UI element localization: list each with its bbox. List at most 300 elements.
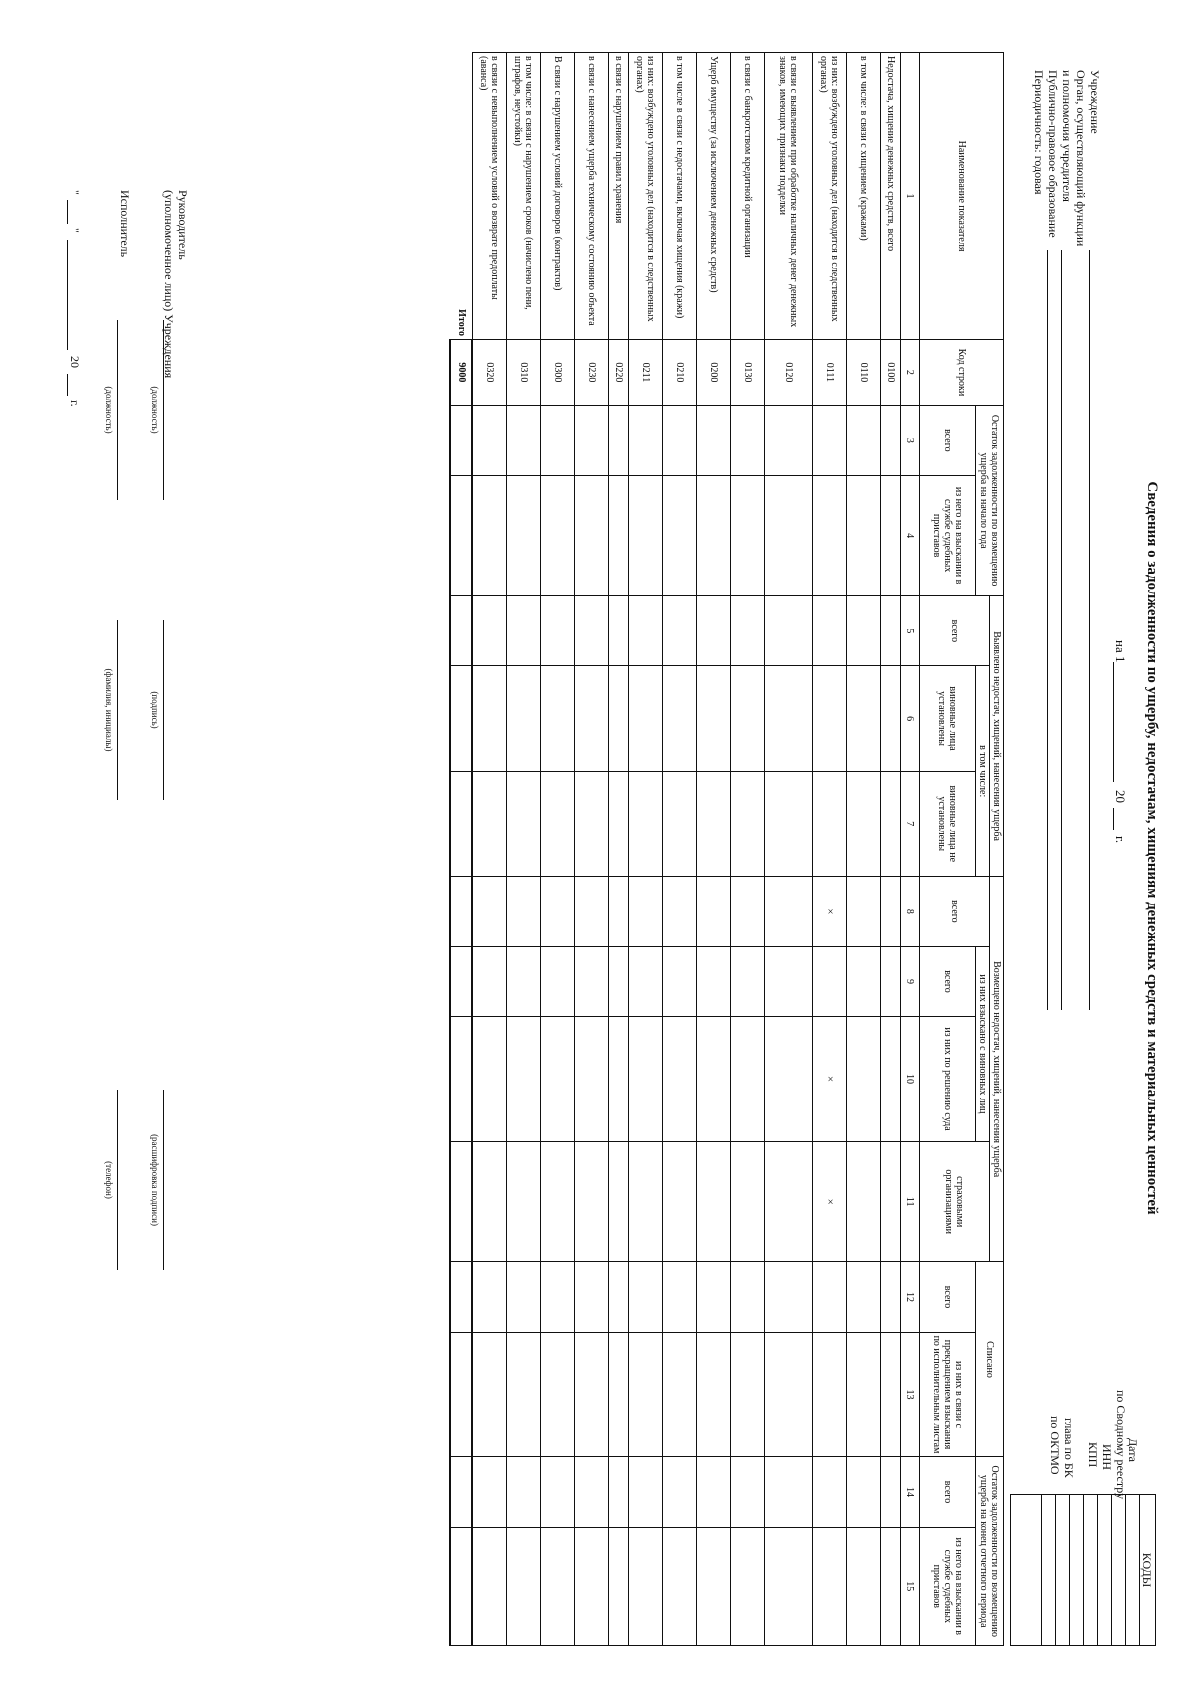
founder-field[interactable]	[1061, 250, 1062, 1010]
hdr-compensated-total: всего	[920, 876, 990, 946]
value-cell[interactable]	[575, 1527, 609, 1645]
value-cell[interactable]	[813, 596, 847, 666]
value-cell[interactable]	[575, 1141, 609, 1262]
value-cell[interactable]	[881, 946, 901, 1016]
value-cell[interactable]	[663, 1141, 697, 1262]
value-cell[interactable]	[663, 1017, 697, 1142]
value-cell[interactable]	[473, 666, 507, 771]
value-cell[interactable]	[629, 1262, 663, 1332]
row-code: 0100	[881, 340, 901, 406]
value-cell[interactable]	[629, 1457, 663, 1527]
date-year-prefix: 20	[1113, 790, 1128, 803]
column-number-cell: 8	[901, 876, 920, 946]
value-cell[interactable]	[731, 1332, 765, 1457]
value-cell[interactable]	[731, 946, 765, 1016]
codes-box	[1010, 1494, 1156, 1646]
row-name: Недостача, хищение денежных средств, всего	[881, 53, 901, 340]
year-blank[interactable]	[1113, 808, 1114, 830]
value-cell[interactable]	[813, 1332, 847, 1457]
row-code: 0111	[813, 340, 847, 406]
value-cell[interactable]	[629, 1141, 663, 1262]
value-cell[interactable]	[507, 946, 541, 1016]
total-value-cell[interactable]	[451, 1457, 473, 1527]
value-cell[interactable]	[881, 1527, 901, 1645]
codes-label-kpp: КПП	[1086, 1442, 1100, 1468]
codes-heading-cell	[1139, 1495, 1155, 1645]
table-row	[541, 53, 575, 1646]
total-value-cell[interactable]	[451, 1262, 473, 1332]
value-cell[interactable]	[507, 1017, 541, 1142]
hdr-identified: Выявлено недостач, хищений, нанесения ущерба	[990, 596, 1004, 876]
value-cell[interactable]	[731, 876, 765, 946]
value-cell[interactable]	[847, 405, 881, 475]
hdr-opening-bailiffs: из него на взыскании в службе судебных приставов	[920, 475, 976, 596]
value-cell[interactable]	[765, 475, 813, 596]
value-cell[interactable]	[697, 1262, 731, 1332]
value-cell[interactable]	[813, 1527, 847, 1645]
value-cell[interactable]	[473, 946, 507, 1016]
hdr-from-culprits: из них взыскано с виновных лиц	[976, 946, 990, 1141]
value-cell[interactable]	[731, 1262, 765, 1332]
value-cell[interactable]	[629, 596, 663, 666]
value-cell[interactable]	[575, 771, 609, 876]
value-cell[interactable]	[663, 666, 697, 771]
value-cell[interactable]	[881, 876, 901, 946]
value-cell[interactable]	[629, 946, 663, 1016]
value-cell[interactable]	[629, 475, 663, 596]
label-public-entity: Публично-правовое образование	[1046, 70, 1060, 238]
hdr-including: в том числе:	[976, 666, 990, 876]
sign-date-year-prefix: 20	[68, 356, 82, 368]
value-cell[interactable]	[847, 475, 881, 596]
value-cell[interactable]	[697, 946, 731, 1016]
value-cell[interactable]	[507, 1527, 541, 1645]
value-cell[interactable]	[629, 405, 663, 475]
value-cell[interactable]	[765, 1262, 813, 1332]
date-blank[interactable]	[1113, 662, 1114, 782]
codes-label-bk: глава по БК	[1062, 1418, 1076, 1478]
value-cell[interactable]	[609, 771, 629, 876]
value-cell[interactable]	[881, 1262, 901, 1332]
code-bk-cell[interactable]	[1055, 1495, 1070, 1645]
code-date-cell[interactable]	[1125, 1495, 1140, 1645]
value-cell[interactable]	[881, 1332, 901, 1457]
header-row-1	[990, 53, 1004, 1646]
column-number-cell: 4	[901, 475, 920, 596]
value-cell[interactable]	[541, 1262, 575, 1332]
value-cell[interactable]	[697, 596, 731, 666]
value-cell[interactable]	[765, 666, 813, 771]
value-cell[interactable]	[575, 405, 609, 475]
value-cell[interactable]	[629, 771, 663, 876]
value-cell[interactable]	[731, 405, 765, 475]
value-cell[interactable]	[881, 405, 901, 475]
value-cell[interactable]	[575, 666, 609, 771]
value-cell[interactable]	[507, 666, 541, 771]
value-cell[interactable]	[847, 771, 881, 876]
value-cell[interactable]	[473, 1262, 507, 1332]
value-cell[interactable]	[473, 1332, 507, 1457]
value-cell[interactable]	[609, 1457, 629, 1527]
value-cell[interactable]	[847, 1017, 881, 1142]
column-number-cell: 1	[901, 53, 920, 340]
executor-name-caption: (фамилия, инициалы)	[104, 668, 114, 752]
value-cell[interactable]	[609, 1527, 629, 1645]
row-name: В связи с нарушением условий договоров (контрактов)	[541, 53, 575, 340]
hdr-by-court: из них по решению суда	[920, 1017, 976, 1142]
value-cell[interactable]	[697, 1332, 731, 1457]
row-code: 0300	[541, 340, 575, 406]
value-cell[interactable]	[847, 1457, 881, 1527]
value-cell[interactable]	[609, 1262, 629, 1332]
column-number-cell: 6	[901, 666, 920, 771]
value-cell[interactable]	[731, 771, 765, 876]
hdr-termination: из них в связи с прекращением взыскания по исполнительным листам	[920, 1332, 976, 1457]
value-cell[interactable]	[541, 666, 575, 771]
hdr-code: Код строки	[920, 340, 1004, 406]
row-code: 0120	[765, 340, 813, 406]
value-cell[interactable]	[575, 1017, 609, 1142]
value-cell[interactable]	[629, 876, 663, 946]
value-cell[interactable]	[813, 1262, 847, 1332]
value-cell[interactable]	[697, 771, 731, 876]
value-cell[interactable]	[731, 666, 765, 771]
value-cell[interactable]	[847, 1527, 881, 1645]
value-cell[interactable]	[663, 1527, 697, 1645]
value-cell[interactable]	[663, 596, 697, 666]
row-code: 0220	[609, 340, 629, 406]
table-row	[575, 53, 609, 1646]
value-cell[interactable]	[629, 1332, 663, 1457]
value-cell[interactable]	[575, 946, 609, 1016]
row-name: Ущерб имуществу (за исключением денежных средств)	[697, 53, 731, 340]
codes-label-registry: по Сводному реестру	[1114, 1390, 1128, 1500]
day-line[interactable]	[67, 200, 68, 224]
value-cell[interactable]	[663, 946, 697, 1016]
codes-label-oktmo: по ОКТМО	[1048, 1416, 1062, 1475]
date-quote-open: "	[68, 190, 82, 195]
executor-name-line[interactable]	[117, 620, 118, 800]
value-cell[interactable]	[541, 475, 575, 596]
table-row	[847, 53, 881, 1646]
value-cell[interactable]	[541, 771, 575, 876]
value-cell[interactable]	[765, 1457, 813, 1527]
value-cell[interactable]	[541, 1457, 575, 1527]
code-registry-cell[interactable]	[1111, 1495, 1126, 1645]
row-code: 0110	[847, 340, 881, 406]
value-cell[interactable]	[847, 1332, 881, 1457]
value-cell[interactable]	[813, 666, 847, 771]
value-cell[interactable]	[575, 475, 609, 596]
executor-phone-line[interactable]	[117, 1090, 118, 1270]
label-founder-powers: и полномочия учредителя	[1060, 70, 1074, 202]
row-code: 0130	[731, 340, 765, 406]
column-number-cell: 14	[901, 1457, 920, 1527]
value-cell[interactable]	[507, 405, 541, 475]
total-row	[451, 53, 473, 1646]
table-row	[881, 53, 901, 1646]
value-cell[interactable]	[663, 1457, 697, 1527]
total-value-cell[interactable]	[451, 771, 473, 876]
executor-position-line[interactable]	[117, 320, 118, 500]
value-cell[interactable]	[813, 946, 847, 1016]
value-cell[interactable]	[697, 1141, 731, 1262]
table-row	[473, 53, 507, 1646]
value-cell[interactable]	[881, 596, 901, 666]
value-cell[interactable]	[473, 596, 507, 666]
value-cell[interactable]	[731, 1527, 765, 1645]
value-cell[interactable]	[765, 596, 813, 666]
value-cell[interactable]	[507, 1332, 541, 1457]
row-name: в том числе: в связи с нарушением сроков (начислено пени, штрафов, неустойки)	[507, 53, 541, 340]
hdr-name: Наименование показателя	[920, 53, 1004, 340]
value-cell[interactable]	[541, 405, 575, 475]
column-number-cell: 3	[901, 405, 920, 475]
value-cell[interactable]	[473, 1141, 507, 1262]
value-cell[interactable]	[765, 1527, 813, 1645]
value-cell[interactable]	[847, 946, 881, 1016]
date-prefix: на 1	[1113, 640, 1128, 663]
value-cell[interactable]	[575, 876, 609, 946]
value-cell[interactable]	[697, 666, 731, 771]
value-cell[interactable]	[731, 1017, 765, 1142]
row-name: в связи с невыполнением условий о возврате предоплаты (аванса)	[473, 53, 507, 340]
hdr-written-off-total: всего	[920, 1262, 976, 1332]
hdr-closing-total: всего	[920, 1457, 976, 1527]
value-cell[interactable]	[541, 946, 575, 1016]
column-number-cell: 10	[901, 1017, 920, 1142]
value-cell[interactable]	[609, 1332, 629, 1457]
value-cell[interactable]	[813, 771, 847, 876]
value-cell[interactable]	[575, 1262, 609, 1332]
hdr-opening-balance: Остаток задолженности по возмещению ущерба на начало года	[976, 405, 1004, 596]
value-cell[interactable]	[663, 876, 697, 946]
value-cell[interactable]	[609, 596, 629, 666]
head-position-caption: (должность)	[150, 386, 160, 434]
public-entity-field[interactable]	[1047, 250, 1048, 1010]
value-cell[interactable]	[663, 1332, 697, 1457]
value-cell[interactable]	[609, 475, 629, 596]
value-cell[interactable]	[731, 1141, 765, 1262]
total-value-cell[interactable]	[451, 596, 473, 666]
value-cell[interactable]	[697, 1017, 731, 1142]
signature-head-label: Руководитель	[176, 190, 190, 260]
column-number-cell: 2	[901, 340, 920, 406]
column-number-cell: 9	[901, 946, 920, 1016]
value-cell[interactable]	[847, 666, 881, 771]
code-oktmo-cell[interactable]	[1041, 1495, 1056, 1645]
value-cell[interactable]	[629, 666, 663, 771]
table-row	[507, 53, 541, 1646]
value-cell[interactable]	[507, 1262, 541, 1332]
value-cell[interactable]	[541, 1017, 575, 1142]
row-name: в том числе: в связи с хищением (кражами)	[847, 53, 881, 340]
value-cell[interactable]	[507, 771, 541, 876]
value-cell[interactable]	[541, 876, 575, 946]
value-cell[interactable]	[575, 1332, 609, 1457]
value-cell[interactable]	[473, 475, 507, 596]
institution-field[interactable]	[1089, 250, 1090, 1010]
value-cell[interactable]	[473, 1017, 507, 1142]
value-cell[interactable]	[813, 475, 847, 596]
hdr-identified-total: всего	[920, 596, 990, 666]
value-cell[interactable]	[609, 946, 629, 1016]
row-name: в том числе в связи с недостачами, включая хищения (кражи)	[663, 53, 697, 340]
value-cell[interactable]	[765, 1141, 813, 1262]
value-cell[interactable]	[847, 1262, 881, 1332]
na-cell: ×	[813, 876, 847, 946]
value-cell[interactable]	[813, 405, 847, 475]
value-cell[interactable]	[847, 1141, 881, 1262]
value-cell[interactable]	[609, 876, 629, 946]
total-code: 9000	[451, 340, 473, 406]
hdr-compensated: Возмещено недостач, хищений, нанесения ущерба	[990, 876, 1004, 1262]
value-cell[interactable]	[473, 405, 507, 475]
head-position-line[interactable]	[163, 320, 164, 500]
total-value-cell[interactable]	[451, 1332, 473, 1457]
column-number-cell: 12	[901, 1262, 920, 1332]
value-cell[interactable]	[541, 1332, 575, 1457]
na-cell: ×	[813, 1017, 847, 1142]
head-decode-line[interactable]	[163, 1090, 164, 1270]
value-cell[interactable]	[541, 596, 575, 666]
code-inn-cell[interactable]	[1097, 1495, 1112, 1645]
value-cell[interactable]	[541, 1527, 575, 1645]
row-code: 0211	[629, 340, 663, 406]
label-periodicity: Периодичность: годовая	[1032, 70, 1046, 195]
value-cell[interactable]	[507, 475, 541, 596]
table-row	[697, 53, 731, 1646]
table-row	[731, 53, 765, 1646]
row-name: в связи с нарушением правил хранения	[609, 53, 629, 340]
row-code: 0310	[507, 340, 541, 406]
value-cell[interactable]	[813, 1457, 847, 1527]
value-cell[interactable]	[847, 876, 881, 946]
value-cell[interactable]	[881, 475, 901, 596]
table-row	[629, 53, 663, 1646]
value-cell[interactable]	[663, 771, 697, 876]
hdr-culprits-total: всего	[920, 946, 976, 1016]
date-year-suffix: г.	[1113, 836, 1128, 844]
value-cell[interactable]	[609, 1141, 629, 1262]
form-title: Сведения о задолженности по ущербу, недостачам, хищениям денежных средств и материальных ценностей	[1144, 481, 1160, 1215]
label-founder-body: Орган, осуществляющий функции	[1074, 70, 1088, 247]
total-value-cell[interactable]	[451, 666, 473, 771]
value-cell[interactable]	[765, 405, 813, 475]
value-cell[interactable]	[575, 1457, 609, 1527]
table-row	[813, 53, 847, 1646]
value-cell[interactable]	[881, 771, 901, 876]
row-code: 0210	[663, 340, 697, 406]
value-cell[interactable]	[697, 1527, 731, 1645]
hdr-culprits-found: виновные лица установлены	[920, 666, 976, 771]
value-cell[interactable]	[731, 475, 765, 596]
row-name: из них: возбуждено уголовных дел (находится в следственных органах)	[813, 53, 847, 340]
value-cell[interactable]	[473, 771, 507, 876]
value-cell[interactable]	[507, 596, 541, 666]
signature-executor-label: Исполнитель	[118, 190, 132, 258]
value-cell[interactable]	[663, 405, 697, 475]
value-cell[interactable]	[609, 1017, 629, 1142]
executor-position-caption: (должность)	[104, 386, 114, 434]
value-cell[interactable]	[697, 475, 731, 596]
value-cell[interactable]	[765, 876, 813, 946]
codes-label-inn: ИНН	[1100, 1444, 1114, 1470]
value-cell[interactable]	[629, 1527, 663, 1645]
head-decode-caption: (расшифровка подписи)	[150, 1134, 160, 1226]
total-value-cell[interactable]	[451, 946, 473, 1016]
value-cell[interactable]	[765, 946, 813, 1016]
table-row	[663, 53, 697, 1646]
executor-phone-caption: (телефон)	[104, 1161, 114, 1199]
row-code: 0230	[575, 340, 609, 406]
value-cell[interactable]	[663, 475, 697, 596]
value-cell[interactable]	[609, 405, 629, 475]
date-quote-close: "	[68, 228, 82, 233]
hdr-opening-total: всего	[920, 405, 976, 475]
total-value-cell[interactable]	[451, 405, 473, 475]
total-value-cell[interactable]	[451, 1017, 473, 1142]
value-cell[interactable]	[881, 1457, 901, 1527]
head-signature-line[interactable]	[163, 620, 164, 800]
value-cell[interactable]	[697, 1457, 731, 1527]
value-cell[interactable]	[507, 876, 541, 946]
row-name: в связи с выявлением при обработке наличных денег денежных знаков, имеющих признаки подделки	[765, 53, 813, 340]
value-cell[interactable]	[847, 596, 881, 666]
code-kpp-cell[interactable]	[1083, 1495, 1098, 1645]
head-signature-caption: (подпись)	[150, 691, 160, 729]
value-cell[interactable]	[473, 1457, 507, 1527]
value-cell[interactable]	[663, 1262, 697, 1332]
value-cell[interactable]	[731, 596, 765, 666]
total-value-cell[interactable]	[451, 1141, 473, 1262]
value-cell[interactable]	[473, 1527, 507, 1645]
row-code: 0320	[473, 340, 507, 406]
value-cell[interactable]	[575, 596, 609, 666]
value-cell[interactable]	[609, 666, 629, 771]
column-number-cell: 7	[901, 771, 920, 876]
value-cell[interactable]	[507, 1141, 541, 1262]
code-blank-cell[interactable]	[1069, 1495, 1084, 1645]
table-row	[765, 53, 813, 1646]
hdr-closing-balance: Остаток задолженности по возмещению ущерба на конец отчетного периода	[976, 1457, 1004, 1646]
hdr-written-off: Списано	[976, 1262, 1004, 1457]
sign-date-g: г.	[68, 400, 82, 407]
value-cell[interactable]	[697, 405, 731, 475]
row-name: в связи с нанесением ущерба техническому состоянию объекта	[575, 53, 609, 340]
value-cell[interactable]	[697, 876, 731, 946]
hdr-closing-bailiffs: из него на взыскании в службе судебных приставов	[920, 1527, 976, 1645]
value-cell[interactable]	[731, 1457, 765, 1527]
total-value-cell[interactable]	[451, 475, 473, 596]
value-cell[interactable]	[881, 1017, 901, 1142]
value-cell[interactable]	[473, 876, 507, 946]
value-cell[interactable]	[541, 1141, 575, 1262]
value-cell[interactable]	[881, 1141, 901, 1262]
column-number-cell: 11	[901, 1141, 920, 1262]
sign-year-line[interactable]	[67, 374, 68, 396]
value-cell[interactable]	[765, 771, 813, 876]
value-cell[interactable]	[765, 1332, 813, 1457]
value-cell[interactable]	[765, 1017, 813, 1142]
value-cell[interactable]	[629, 1017, 663, 1142]
total-value-cell[interactable]	[451, 876, 473, 946]
total-value-cell[interactable]	[451, 1527, 473, 1645]
value-cell[interactable]	[881, 666, 901, 771]
month-line[interactable]	[67, 240, 68, 350]
value-cell[interactable]	[507, 1457, 541, 1527]
codes-label-date: Дата	[1126, 1438, 1140, 1462]
